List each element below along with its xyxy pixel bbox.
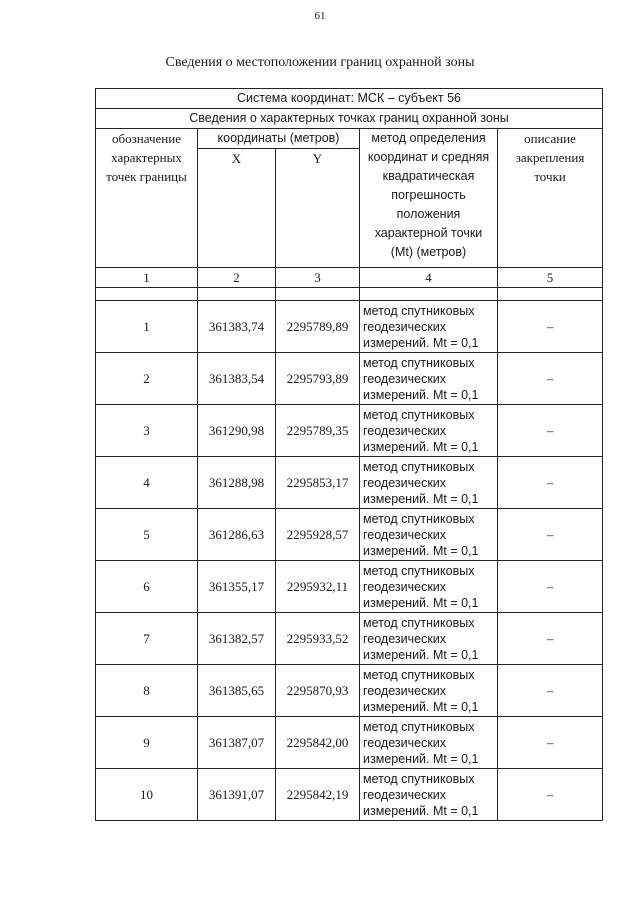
method-cell: метод спутниковых геодезических измерений. Mt = 0,1 <box>360 457 498 509</box>
table-row <box>96 457 603 509</box>
method-cell: метод спутниковых геодезических измерений. Mt = 0,1 <box>360 353 498 405</box>
description-cell: – <box>498 665 603 717</box>
column-number: 2 <box>198 268 276 288</box>
table-row <box>96 665 603 717</box>
x-coordinate-cell: 361288,98 <box>198 457 276 509</box>
y-coordinate-cell: 2295870,93 <box>276 665 360 717</box>
column-number: 1 <box>96 268 198 288</box>
boundary-points-table <box>95 88 603 821</box>
method-cell: метод спутниковых геодезических измерений. Mt = 0,1 <box>360 405 498 457</box>
y-coordinate-cell: 2295842,19 <box>276 769 360 821</box>
page-number: 61 <box>314 10 326 22</box>
point-number-cell: 5 <box>96 509 198 561</box>
table-row <box>96 717 603 769</box>
x-coordinate-cell: 361383,54 <box>198 353 276 405</box>
y-coordinate-cell: 2295842,00 <box>276 717 360 769</box>
header-y: Y <box>276 149 360 268</box>
table-row <box>96 613 603 665</box>
y-coordinate-cell: 2295933,52 <box>276 613 360 665</box>
table-body <box>96 301 603 821</box>
page-title: Сведения о местоположении границ охранной зоны <box>165 55 475 70</box>
point-number-cell: 8 <box>96 665 198 717</box>
method-cell: метод спутниковых геодезических измерений. Mt = 0,1 <box>360 561 498 613</box>
point-number-cell: 6 <box>96 561 198 613</box>
table-row <box>96 301 603 353</box>
point-number-cell: 4 <box>96 457 198 509</box>
method-cell: метод спутниковых геодезических измерений. Mt = 0,1 <box>360 665 498 717</box>
point-number-cell: 9 <box>96 717 198 769</box>
description-cell: – <box>498 405 603 457</box>
y-coordinate-cell: 2295853,17 <box>276 457 360 509</box>
y-coordinate-cell: 2295932,11 <box>276 561 360 613</box>
description-cell: – <box>498 301 603 353</box>
description-cell: – <box>498 457 603 509</box>
header-coordinates: координаты (метров) <box>198 129 360 149</box>
table-row <box>96 405 603 457</box>
x-coordinate-cell: 361385,65 <box>198 665 276 717</box>
column-number-row <box>96 268 603 288</box>
point-number-cell: 3 <box>96 405 198 457</box>
column-number: 5 <box>498 268 603 288</box>
y-coordinate-cell: 2295793,89 <box>276 353 360 405</box>
method-cell: метод спутниковых геодезических измерений. Mt = 0,1 <box>360 509 498 561</box>
point-number-cell: 1 <box>96 301 198 353</box>
point-number-cell: 7 <box>96 613 198 665</box>
table-row <box>96 561 603 613</box>
header-method: метод определения координат и средняя квадратическая погрешность положения характерной точки (Mt) (метров) <box>360 129 498 268</box>
header-point-designation: обозначение характерных точек границы <box>96 129 198 268</box>
x-coordinate-cell: 361286,63 <box>198 509 276 561</box>
x-coordinate-cell: 361383,74 <box>198 301 276 353</box>
y-coordinate-cell: 2295789,89 <box>276 301 360 353</box>
y-coordinate-cell: 2295928,57 <box>276 509 360 561</box>
x-coordinate-cell: 361382,57 <box>198 613 276 665</box>
method-cell: метод спутниковых геодезических измерений. Mt = 0,1 <box>360 613 498 665</box>
table-row <box>96 353 603 405</box>
section-banner: Сведения о характерных точках границ охранной зоны <box>96 109 603 129</box>
description-cell: – <box>498 717 603 769</box>
point-number-cell: 10 <box>96 769 198 821</box>
x-coordinate-cell: 361355,17 <box>198 561 276 613</box>
y-coordinate-cell: 2295789,35 <box>276 405 360 457</box>
description-cell: – <box>498 509 603 561</box>
column-number: 3 <box>276 268 360 288</box>
spacer-row <box>96 288 603 301</box>
x-coordinate-cell: 361387,07 <box>198 717 276 769</box>
coordinate-system-banner: Система координат: МСК – субъект 56 <box>96 89 603 109</box>
header-fixing-description: описание закрепления точки <box>498 129 603 268</box>
column-number: 4 <box>360 268 498 288</box>
method-cell: метод спутниковых геодезических измерений. Mt = 0,1 <box>360 769 498 821</box>
description-cell: – <box>498 613 603 665</box>
point-number-cell: 2 <box>96 353 198 405</box>
description-cell: – <box>498 769 603 821</box>
description-cell: – <box>498 561 603 613</box>
method-cell: метод спутниковых геодезических измерений. Mt = 0,1 <box>360 301 498 353</box>
method-cell: метод спутниковых геодезических измерений. Mt = 0,1 <box>360 717 498 769</box>
table-row <box>96 509 603 561</box>
x-coordinate-cell: 361290,98 <box>198 405 276 457</box>
header-x: X <box>198 149 276 268</box>
description-cell: – <box>498 353 603 405</box>
x-coordinate-cell: 361391,07 <box>198 769 276 821</box>
table-row <box>96 769 603 821</box>
